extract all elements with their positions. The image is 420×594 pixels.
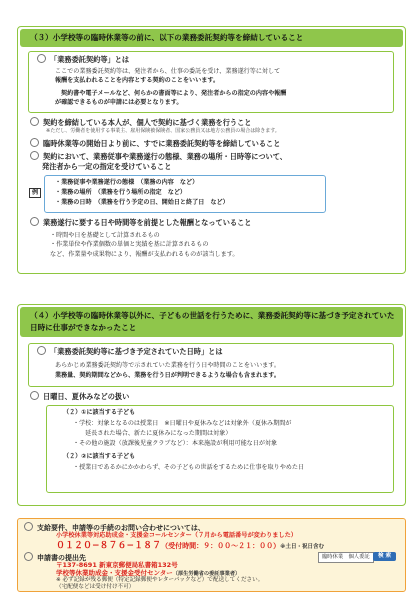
contact-line2: 小学校休業等対応助成金・支援金コールセンター（７月から電話番号が変わりました）: [56, 532, 297, 539]
section3-definition-box: [28, 51, 394, 113]
section3-box-title: [37, 54, 129, 65]
section3-box-line2: 報酬を支払われることを内容とする契約のことをいいます。: [55, 77, 220, 84]
section3-item2: [30, 138, 280, 149]
sub2-title: （２）②に該当する子ども: [63, 453, 136, 460]
circle-bullet-icon: [30, 217, 39, 226]
address-line1: 〒137-8691 新東京郵便局私書箱132号: [56, 561, 178, 569]
circle-bullet-icon: [30, 151, 39, 160]
contact-box: [17, 518, 406, 592]
sub1-line2: 延長された場合、新たに夏休みになった期間は対象）: [73, 430, 232, 437]
sub1-line1: ・学校：対象となるのは授業日 ※日曜日や夏休みなどは対象外（夏休み期間が: [73, 420, 292, 427]
example-line2: ・業務の場所 （業務を行う場所の指定 など）: [55, 189, 187, 196]
section3-examples-box: [32, 175, 326, 213]
search-keyword-tag: 臨時休業 個人委託: [318, 552, 374, 563]
section3-item4-list1: ・時間や日を基礎として計算されるもの: [50, 232, 160, 239]
section3-box-title-text: 「業務委託契約等」とは: [50, 55, 130, 64]
section3-box-line3: 契約書や電子メールなど、何らかの書面等により、発注者からの指定の内容や報酬: [61, 90, 287, 97]
section4-box-title: [37, 346, 223, 357]
section3-item4-text: 業務遂行に要する日や時間等を前提とした報酬となっていること: [43, 218, 252, 227]
sub1-line3: ・その他の施設（放課後児童クラブなど）：本来施設が利用可能な日が対象: [73, 440, 278, 447]
section4-children-box: [46, 405, 394, 493]
address-center: 学校等休業助成金・支援金受付センター: [56, 569, 173, 577]
sub2-line: ・授業日であるかにかかわらず、その子どもの世話をするために仕事を取りやめた日: [73, 464, 305, 471]
apply-label-text: 申請書の提出先: [37, 554, 86, 562]
section3-heading: （３）小学校等の臨時休業等の前に、以下の業務委託契約等を締結していること: [20, 29, 403, 47]
section3-item3-line2: 発注者から一定の指定を受けていること: [42, 162, 172, 171]
send-note2: （宅配便などは受け付け不可）: [56, 584, 135, 590]
example-line3: ・業務の日時 （業務を行う予定の日、開始日と終了日 など）: [55, 199, 229, 206]
section3-item3-text: 契約において、業務従事や業務遂行の態様、業務の場所・日時等について、: [43, 152, 287, 161]
section3-item4-list3: など、作業量や成果物により、報酬が支払われるものが該当します。: [50, 251, 239, 258]
section4-definition-box: [28, 343, 394, 387]
section4-item1: [30, 391, 129, 402]
section4-box-line2: 業務量、契約期間などから、業務を行う日が判明できるような場合も含まれます。: [55, 372, 280, 379]
section4-panel: [17, 304, 406, 506]
section3-box-line1: ここでの業務委託契約等は、発注者から、仕事の委託を受け、業務遂行等に対して: [55, 68, 281, 75]
section3-item1: [30, 117, 251, 128]
circle-bullet-icon: [37, 346, 46, 355]
circle-bullet-icon: [30, 391, 39, 400]
phone-hours: （受付時間：９：００〜２１：００）: [161, 542, 281, 550]
phone-number: ０１２０−８７６−１８７: [56, 541, 162, 551]
example-line1: ・業務従事や業務遂行の態様 （業務の内容 など）: [55, 179, 199, 186]
contact-phone: [56, 541, 324, 553]
section3-box-line4: が確認できるものが申請には必要となります。: [55, 99, 183, 106]
contact-line1-text: 支給要件、申請等の手続のお問い合わせについては、: [37, 524, 205, 532]
section3-item4-list2: ・作業単位や作業個数の単価と実績を基に計算されるもの: [50, 241, 209, 248]
section4-item1-text: 日曜日、夏休みなどの扱い: [43, 392, 130, 401]
search-button[interactable]: 検 索: [373, 552, 396, 561]
sub1-title: （２）①に該当する子ども: [63, 409, 136, 416]
section3-item1-note: ※ただし、労働者を使用する事業主、雇用保険被保険者、国家公務員又は地方公務員の場合は除きます。: [46, 128, 280, 134]
section3-item3: [30, 151, 287, 162]
section3-item2-text: 臨時休業等の開始日より前に、すでに業務委託契約等を締結していること: [43, 139, 281, 148]
section4-box-line1: あらかじめ業務委託契約等で示されていた業務を行う日や時間のことをいいます。: [55, 362, 280, 369]
address-note: （厚生労働省の委託事業者）: [172, 571, 241, 577]
example-label: 例: [29, 188, 41, 198]
section3-item1-text: 契約を締結している本人が、個人で契約に基づく業務を行うこと: [43, 118, 252, 127]
section4-heading: （４）小学校等の臨時休業等以外に、子どもの世話を行うために、業務委託契約等に基づき予定されていた日時に仕事ができなかったこと: [20, 307, 403, 337]
section3-panel: [17, 26, 406, 274]
circle-bullet-icon: [37, 54, 46, 63]
phone-days: ※土日・祝日含む: [280, 544, 324, 550]
circle-bullet-icon: [30, 138, 39, 147]
send-note1: ※ 必ず記録が残る郵便（特定記録郵便やレターパックなど）で配送してください。: [56, 577, 264, 583]
section3-item4: [30, 217, 251, 228]
section4-box-title-text: 「業務委託契約等に基づき予定されていた日時」とは: [50, 347, 223, 356]
circle-bullet-icon: [30, 117, 39, 126]
circle-bullet-icon: [24, 522, 33, 531]
circle-bullet-icon: [24, 552, 33, 561]
